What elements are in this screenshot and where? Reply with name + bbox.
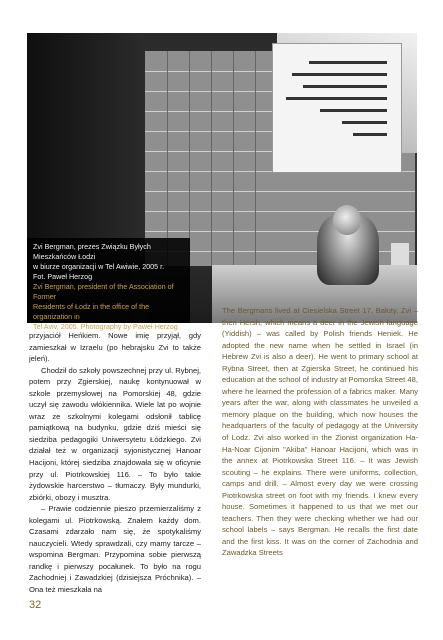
caption-english-line: Tel Aviv, 2005. Photography by Paweł Herzog [33, 322, 178, 331]
paragraph: przyjaciół Heńkiem. Nowe imię przyjął, gdy zamieszkał w Izraelu (po hebrajsku Zvi to także jeleń). [29, 331, 201, 364]
photo-hebrew-plaque [272, 43, 402, 173]
paragraph: – Prawie codziennie pieszo przemierzaliśmy z kolegami ul. Piotrkowską. Znałem każdy dom. Czasami zdarzało nam się, że spotykaliśmy nauczycieli. Wtedy sprawdzali, czy mamy tarcze – wspomina Bergman. Przypomina sobie pierwszą randkę i pierwszy pocałunek. To było na rogu Zachodniej i Zawadzkiej (dzisiejsza Próchnika). – Ona też mieszkała na [29, 504, 201, 595]
polish-text-column [29, 330, 201, 596]
page-number: 32 [29, 599, 42, 611]
caption-english-line: Zvi Bergman, president of the Association of Former [33, 282, 174, 301]
photo-lamp [391, 243, 409, 265]
caption-polish-line: w biurze organizacji w Tel Awiwie, 2005 r. [33, 262, 165, 271]
photo-person-head [333, 205, 361, 235]
caption-polish-line: Zvi Bergman, prezes Związku Byłych Mieszkańców Łodzi [33, 242, 151, 261]
photo-caption [27, 238, 190, 331]
english-text-column [222, 305, 418, 559]
caption-english-line: Residents of Łodz in the office of the organization in [33, 302, 150, 321]
paragraph: Chodził do szkoły powszechnej przy ul. Rybnej, potem przy Zgierskiej, naukę kontynuował w szkole przemysłowej na Pomorskiej 48, gdzie uczył się zawodu włókiennika. Wiele lat po wojnie wraz ze szkolnymi kolegami odsłonił tablicę pamiątkową na budynku, gdzie dziś mieści się siedziba pedagogiki Uniwersytetu Łódzkiego. Zvi działał też w organizacji syjonistycznej Hanoar Hacijoni, której siedziba znajdowała się w oficynie przy ul. Piotrkowskiej 116. – To było takie żydowskie harcerstwo – tłumaczy. Były mundurki, zbiórki, obozy i musztra. [29, 365, 201, 502]
paragraph: The Bergmans lived at Ciesielska Street 17, Bałuty. Zvi – then Hersh, which means a deer in the Jewish language (Yiddish) – was called by Polish friends Heniek. He adopted the new name when he settled in Israel (in Hebrew Zvi is also a deer). He went to primary school at Rybna Street, then at Zgierska Street, he continued his education at the school of industry at Pomorska Street 48, where he learned the profession of a fabrics maker. Many years after the war, along with classmates he unveiled a memory plaque on the building, which now houses the headquarters of the faculty of pedagogy at the University of Lodz. Zvi also worked in the Zionist organization Ha-Ha-Noar Cijonim "Akiba" Hanoar Hacijoni, which was in the annex at Piotrkowska Street 116. – It was Jewish scouting – he explains. There were uniforms, collection, camps and drill. – Almost every day we were crossing Piotrkowska street on foot with my friends. I knew every house. Sometimes it happened to us that we met our teachers. Then they were checking whether we had our school labels – says Bergman. He recalls the first date and the first kiss. It was on the corner of Zachodnia and Zawadzka Streets [222, 306, 418, 558]
caption-polish-line: Fot. Paweł Herzog [33, 272, 93, 281]
